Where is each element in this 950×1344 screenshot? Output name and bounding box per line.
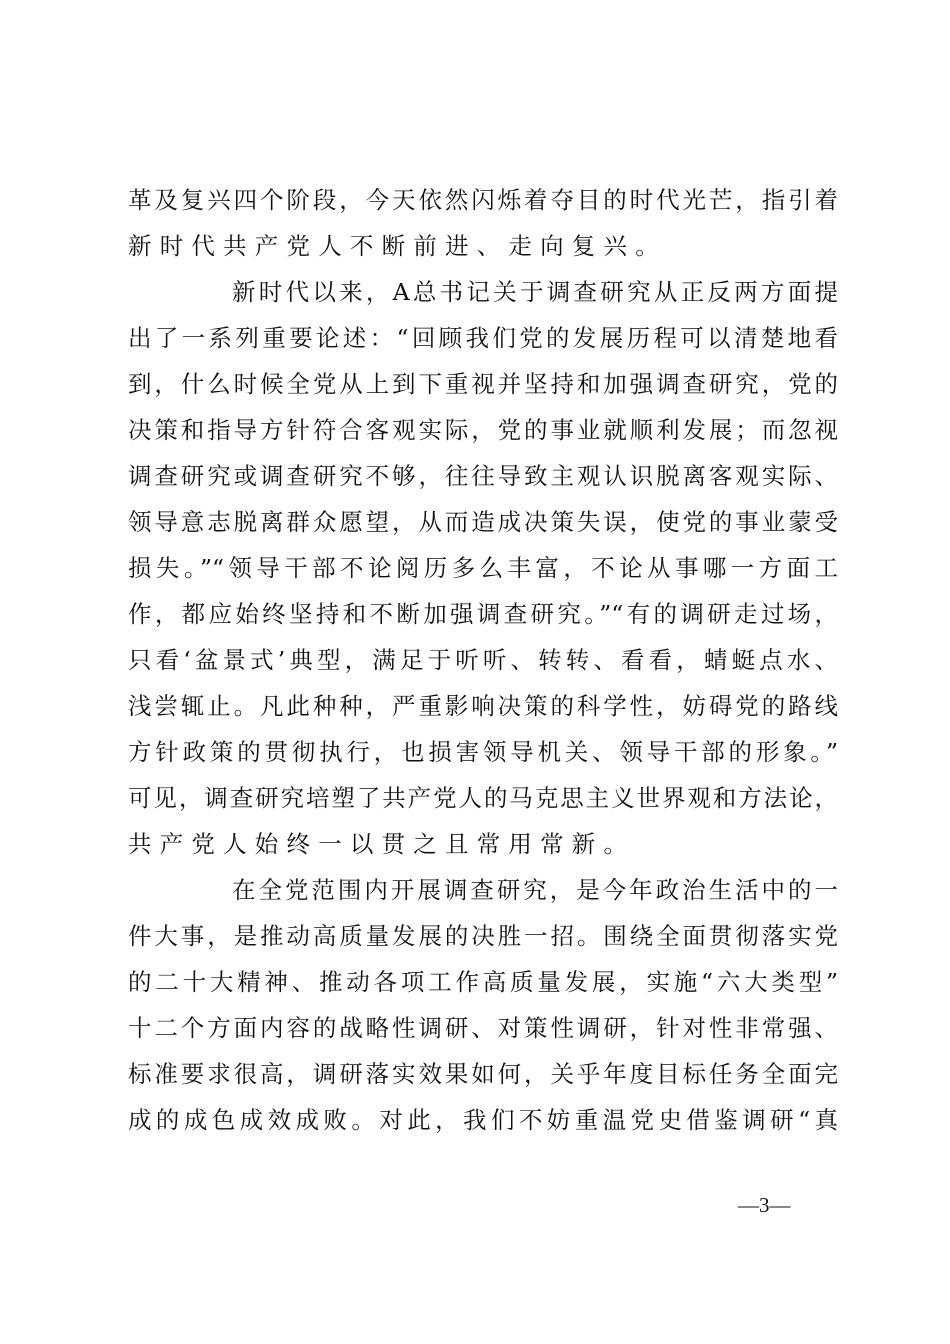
paragraph-2 xyxy=(128,269,838,867)
text-line-indented: 在全党范围内开展调查研究，是今年政治生活中的一 xyxy=(232,876,838,904)
text-line-indented: 新时代以来，A总书记关于调查研究从正反两方面提 xyxy=(232,278,838,306)
text-line: 新时代共产党人不断前进、走向复兴。 xyxy=(128,232,667,260)
paragraph-3 xyxy=(128,867,838,1143)
text-line: 共产党人始终一以贯之且常用常新。 xyxy=(128,830,636,858)
text-line: 浅尝辄止。凡此种种，严重影响决策的科学性，妨碍党的路线 xyxy=(128,692,838,720)
text-line: 可见，调查研究培塑了共产党人的马克思主义世界观和方法论， xyxy=(128,784,838,812)
text-line: 到，什么时候全党从上到下重视并坚持和加强调查研究，党的 xyxy=(128,370,838,398)
text-line: 革及复兴四个阶段，今天依然闪烁着夺目的时代光芒，指引着 xyxy=(128,186,838,214)
text-line: 件大事，是推动高质量发展的决胜一招。围绕全面贯彻落实党 xyxy=(128,922,838,950)
text-line: 出了一系列重要论述：“回顾我们党的发展历程可以清楚地看 xyxy=(128,324,838,352)
paragraph-1 xyxy=(128,177,838,269)
text-line: 只看‘盆景式’典型，满足于听听、转转、看看，蜻蜓点水、 xyxy=(128,646,838,674)
text-line: 领导意志脱离群众愿望，从而造成决策失误，使党的事业蒙受 xyxy=(128,508,838,536)
text-line: 方针政策的贯彻执行，也损害领导机关、领导干部的形象。” xyxy=(128,738,838,766)
text-line: 的二十大精神、推动各项工作高质量发展，实施“六大类型” xyxy=(128,968,838,996)
text-line: 成的成色成效成败。对此，我们不妨重温党史借鉴调研“真 xyxy=(128,1106,838,1134)
text-line: 调查研究或调查研究不够，往往导致主观认识脱离客观实际、 xyxy=(128,462,838,490)
text-line: 十二个方面内容的战略性调研、对策性调研，针对性非常强、 xyxy=(128,1014,838,1042)
text-line: 损失。”“领导干部不论阅历多么丰富，不论从事哪一方面工 xyxy=(128,554,838,582)
document-body xyxy=(128,177,838,1143)
text-line: 作，都应始终坚持和不断加强调查研究。”“有的调研走过场， xyxy=(128,600,838,628)
page-number: —3— xyxy=(738,1193,791,1217)
text-line: 标准要求很高，调研落实效果如何，关乎年度目标任务全面完 xyxy=(128,1060,838,1088)
text-line: 决策和指导方针符合客观实际，党的事业就顺利发展；而忽视 xyxy=(128,416,838,444)
